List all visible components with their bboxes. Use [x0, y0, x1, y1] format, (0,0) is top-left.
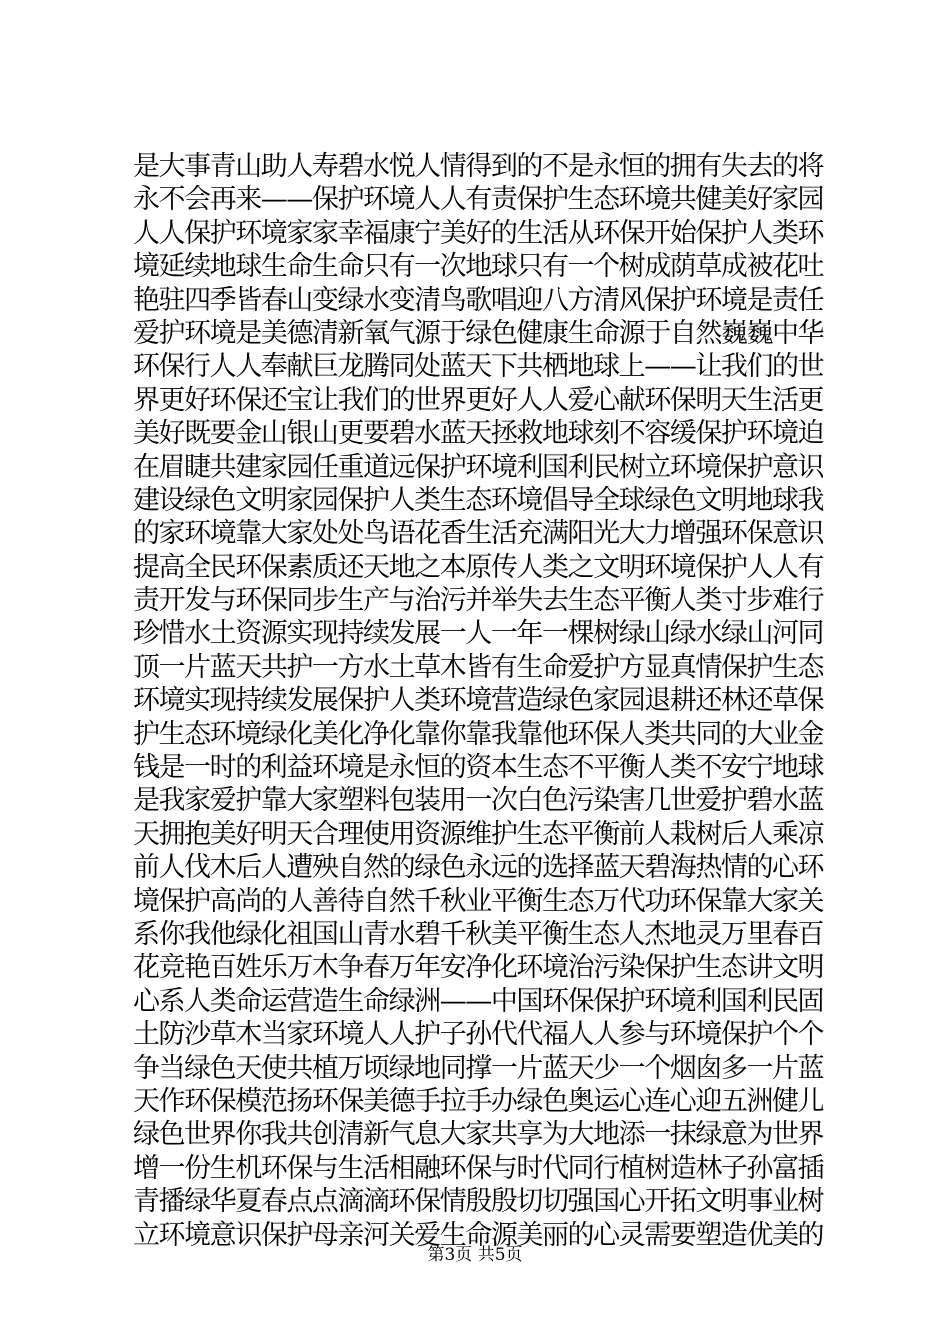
text-line: 建设绿色文明家园保护人类生态环境倡导全球绿色文明地球我 — [133, 484, 824, 516]
text-line: 人人保护环境家家幸福康宁美好的生活从环保开始保护人类环 — [133, 217, 824, 249]
text-line: 的家环境靠大家处处鸟语花香生活充满阳光大力增强环保意识 — [133, 518, 824, 550]
text-line: 在眉睫共建家园任重道远保护环境利国利民树立环境保护意识 — [133, 451, 824, 483]
text-line: 是我家爱护靠大家塑料包装用一次白色污染害几世爱护碧水蓝 — [133, 785, 824, 817]
text-line: 珍惜水土资源实现持续发展一人一年一棵树绿山绿水绿山河同 — [133, 618, 824, 650]
text-line: 增一份生机环保与生活相融环保与时代同行植树造林子孙富插 — [133, 1152, 824, 1184]
body-text — [133, 150, 823, 1252]
page-footer: 第3页 共5页 — [427, 1245, 523, 1265]
text-line: 前人伐木后人遭殃自然的绿色永远的选择蓝天碧海热情的心环 — [133, 852, 824, 884]
text-line: 心系人类命运营造生命绿洲——中国环保保护环境利国利民固 — [133, 985, 824, 1017]
text-line: 是大事青山助人寿碧水悦人情得到的不是永恒的拥有失去的将 — [133, 151, 824, 182]
text-line: 境保护高尚的人善待自然千秋业平衡生态万代功环保靠大家关 — [133, 885, 824, 917]
text-line: 争当绿色天使共植万顷绿地同撑一片蓝天少一个烟囱多一片蓝 — [133, 1052, 824, 1084]
text-line: 永不会再来——保护环境人人有责保护生态环境共健美好家园 — [133, 184, 824, 216]
text-line: 爱护环境是美德清新氧气源于绿色健康生命源于自然巍巍中华 — [133, 317, 824, 349]
text-line: 绿色世界你我共创清新气息大家共享为大地添一抹绿意为世界 — [133, 1119, 824, 1151]
text-line: 美好既要金山银山更要碧水蓝天拯救地球刻不容缓保护环境迫 — [133, 418, 824, 450]
text-line: 系你我他绿化祖国山青水碧千秋美平衡生态人杰地灵万里春百 — [133, 918, 824, 950]
text-line: 责开发与环保同步生产与治污并举失去生态平衡人类寸步难行 — [133, 585, 824, 617]
text-line: 境延续地球生命生命只有一次地球只有一个树成荫草成被花吐 — [133, 251, 824, 283]
text-line: 艳驻四季皆春山变绿水变清鸟歌唱迎八方清风保护环境是责任 — [133, 284, 824, 316]
text-line: 天作环保模范扬环保美德手拉手办绿色奥运心连心迎五洲健儿 — [133, 1085, 824, 1117]
text-line: 青播绿华夏春点点滴滴环保情殷殷切切强国心开拓文明事业树 — [133, 1186, 824, 1218]
text-line: 天拥抱美好明天合理使用资源维护生态平衡前人栽树后人乘凉 — [133, 818, 824, 850]
text-line: 护生态环境绿化美化净化靠你靠我靠他环保人类共同的大业金 — [133, 718, 824, 750]
text-line: 顶一片蓝天共护一方水土草木皆有生命爱护方显真情保护生态 — [133, 651, 824, 683]
text-line: 钱是一时的利益环境是永恒的资本生态不平衡人类不安宁地球 — [133, 752, 824, 784]
text-line: 提高全民环保素质还天地之本原传人类之文明环境保护人人有 — [133, 551, 824, 583]
text-line: 花竞艳百姓乐万木争春万年安净化环境治污染保护生态讲文明 — [133, 952, 824, 984]
text-line: 环保行人人奉献巨龙腾同处蓝天下共栖地球上——让我们的世 — [133, 351, 824, 383]
text-line: 土防沙草木当家环境人人护子孙代代福人人参与环境保护个个 — [133, 1019, 824, 1051]
text-line: 立环境意识保护母亲河关爱生命源美丽的心灵需要塑造优美的 — [133, 1219, 824, 1251]
text-line: 界更好环保还宝让我们的世界更好人人爱心献环保明天生活更 — [133, 384, 824, 416]
text-line: 环境实现持续发展保护人类环境营造绿色家园退耕还林还草保 — [133, 685, 824, 717]
